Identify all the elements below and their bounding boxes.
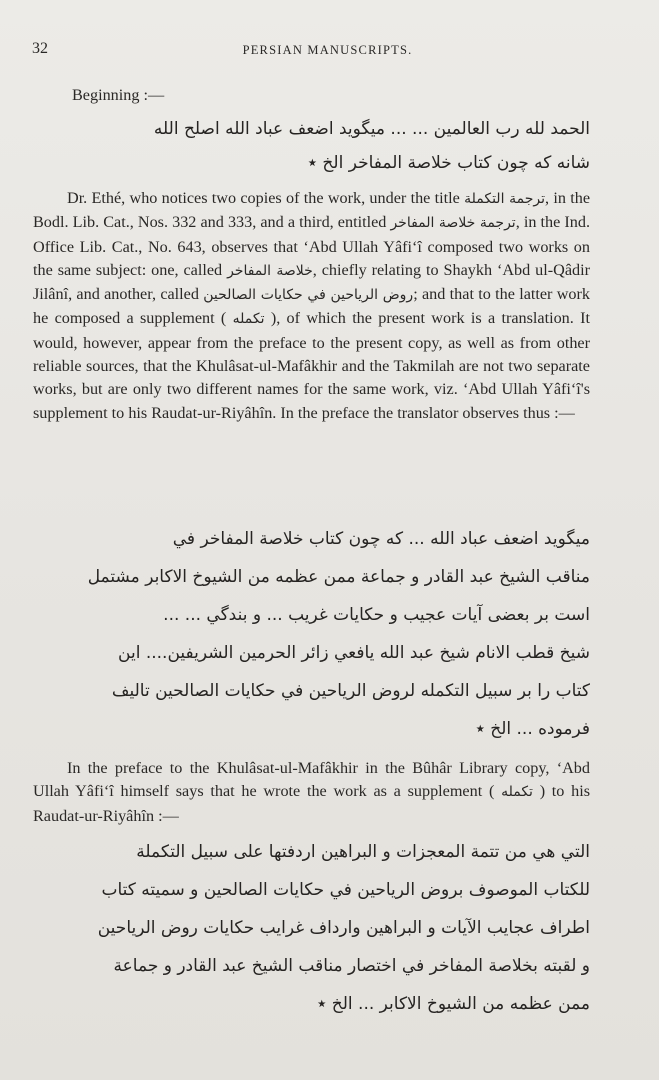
arabic-preface-quote [33,520,590,748]
arabic-line: شيخ قطب الانام شيخ عبد الله يافعي زائر الحرمين الشريفين.... اين [118,643,590,663]
arabic-opening-quote [33,112,590,180]
arabic-line: شانه كه چون كتاب خلاصة المفاخر الخ ٭ [307,153,590,173]
paragraph-text: ; and that to the latter work he composed a supplement ( [33,285,591,328]
arabic-line: كتاب را بر سبيل التكمله لروض الرياحين في حكايات الصالحين تاليف [111,681,590,701]
arabic-line: است بر بعضى آيات عجيب و حكايات غريب ... و بندگي ... ... [163,605,590,625]
arabic-title: ترجمة خلاصة المفاخر [390,215,516,232]
paragraph-text: ) to his Raudat-ur-Riyâhîn :— [33,782,591,825]
arabic-title: ترجمة التكملة [464,191,546,207]
arabic-term: تكمله [232,311,265,328]
arabic-line: و لقبته بخلاصة المفاخر في اختصار مناقب الشيخ عبد القادر و جماعة [113,956,590,976]
arabic-title: خلاصة المفاخر [227,262,313,279]
arabic-line: اطراف عجايب الآيات و البراهين وارداف غرايب حكايات روض الرياحين [97,918,590,938]
paragraph-buhar-preface [33,757,590,828]
arabic-line: ممن عظمه من الشيوخ الاكابر ... الخ ٭ [317,994,590,1014]
arabic-line: مناقب الشيخ عبد القادر و جماعة ممن عظمه من الشيوخ الاكابر مشتمل [87,567,590,587]
paragraph-text: , in the Ind. Office Lib. Cat., No. 643, observes that ‘Abd Ullah Yâfi‘î composed two works on the same subject: one, called [33,213,591,279]
page-header [32,40,623,62]
arabic-line: فرموده ... الخ ٭ [475,719,590,739]
paragraph-text: In the preface to the Khulâsat-ul-Mafâkhir in the Bûhâr Library copy, ‘Abd Ullah Yâfi‘î himself says that he wrote the work as a supplement ( [33,759,590,801]
arabic-title: روض الرياحين في حكايات الصالحين [203,287,414,304]
running-title: PERSIAN MANUSCRIPTS. [242,43,413,57]
paragraph-text: Dr. Ethé, who notices two copies of the work, under the title [67,189,460,207]
arabic-yafii-quote [33,833,590,1023]
arabic-line: ميگويد اضعف عباد الله ... كه چون كتاب خلاصة المفاخر في [172,529,590,549]
paragraph-ethe-notice [33,187,590,425]
paragraph-text: ), of which the present work is a translation. It would, however, appear from the preface to the present copy, as well as from other reliable sources, that the Khulâsat-ul-Mafâkhir and the Takmilah are not two separate works, but are only two different names for the same work, viz. ‘Abd Ullah Yâfi‘î's supplement to his Raudat-ur-Riyâhîn. In the preface the translator observes thus :— [33,309,591,422]
beginning-label: Beginning :— [72,86,165,104]
paragraph-text: , chiefly relating to Shaykh ‘Abd ul-Qâdir Jilânî, and another, called [33,260,590,304]
arabic-line: الحمد لله رب العالمين ... ... ميگويد اضعف عباد الله اصلح الله [153,119,590,139]
arabic-line: التي هي من تتمة المعجزات و البراهين اردفتها على سبيل التكملة [136,842,590,862]
page-number: 32 [32,40,48,57]
paragraph-text: , in the Bodl. Lib. Cat., Nos. 332 and 333, and a third, entitled [33,189,591,232]
arabic-line: للكتاب الموصوف بروض الرياحين في حكايات الصالحين و سميته كتاب [101,880,590,900]
arabic-term: تكمله [501,784,533,801]
